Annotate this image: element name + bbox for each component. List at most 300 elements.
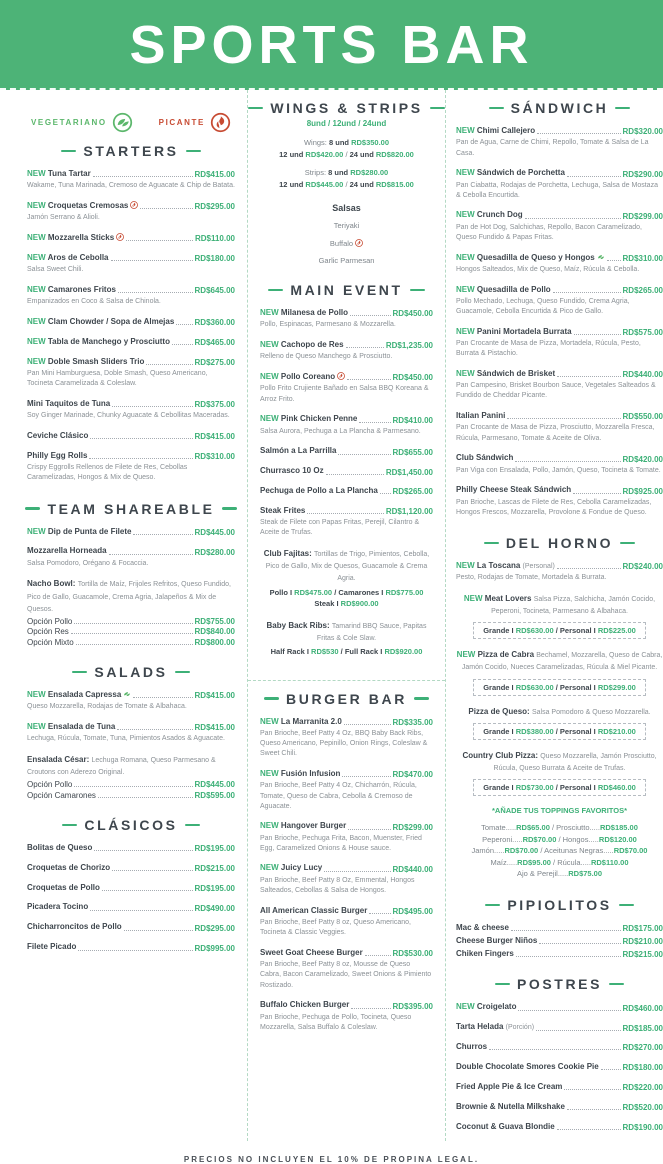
item-price: RD$470.00: [392, 770, 433, 780]
item-name: NEW Fusión Infusion: [260, 769, 341, 778]
new-badge: NEW: [456, 284, 477, 294]
item-name: NEW Sándwich de Porchetta: [456, 168, 565, 178]
item-description: Salsa Sweet Chili.: [27, 266, 84, 274]
dotted-leader: [74, 623, 192, 624]
item-price: RD$210.00: [622, 937, 663, 947]
item-price: RD$395.00: [392, 1001, 433, 1011]
item-price: RD$995.00: [194, 943, 235, 953]
menu-block: [456, 100, 663, 1132]
item-description: Pan de Hot Dog, Salchichas, Repollo, Bacon Caramelizado, Queso Fundido & Papas Fritas.: [456, 223, 642, 241]
menu-item-row: [456, 561, 663, 571]
item-price: RD$180.00: [622, 1063, 663, 1073]
leaf-icon: [595, 253, 605, 262]
item-name: NEW La Toscana (Personal): [456, 560, 555, 570]
item-name: NEW Juicy Lucy: [260, 863, 323, 873]
new-badge: NEW: [456, 650, 478, 660]
item-name: NEW Quesadilla de Pollo: [456, 284, 551, 294]
option-row: [27, 791, 235, 800]
menu-item: [456, 561, 663, 584]
menu-item-row: [456, 936, 663, 946]
dotted-leader: [326, 474, 384, 475]
item-price: RD$275.00: [194, 358, 235, 368]
section-header: [456, 897, 663, 913]
menu-item-row: [260, 372, 433, 382]
dotted-leader: [111, 260, 193, 261]
item-name: NEW Croigelato: [456, 1002, 517, 1012]
price-line: Grande I RD$380.00 / Personal I RD$210.00: [483, 726, 636, 736]
item-price: RD$415.00: [194, 723, 235, 733]
item-name: Coconut & Guava Blondie: [456, 1121, 555, 1131]
option-row: [27, 627, 235, 636]
new-badge: NEW: [27, 526, 48, 536]
price-line: Half Rack I RD$530 / Full Rack I RD$920.00: [270, 647, 423, 657]
menu-line: Wings: 8 und RD$350.00: [303, 138, 390, 147]
item-name: Fried Apple Pie & Ice Cream: [456, 1081, 563, 1091]
section-team-shareable: [27, 501, 235, 647]
item-price: RD$320.00: [622, 127, 663, 137]
item-description: Salsa Pomodoro & Queso Mozzarella.: [531, 708, 651, 716]
item-description: Pan Brioche, Beef Patty 8 oz, Queso Americano, Tocineta & Classic Veggies.: [260, 919, 411, 937]
dotted-leader: [338, 454, 390, 455]
section-dash: [268, 289, 283, 291]
menu-item-row: [456, 369, 663, 379]
price-line: Grande I RD$630.00 / Personal I RD$299.00: [483, 682, 636, 692]
section-header: [27, 664, 235, 680]
menu-item: [260, 414, 433, 437]
menu-item-row: [456, 1002, 663, 1012]
menu-line: Tomate.....RD$65.00 / Prosciutto.....RD$185.00: [481, 822, 638, 832]
menu-item: [456, 1042, 663, 1052]
dotted-leader: [557, 1129, 621, 1130]
menu-block: [248, 681, 445, 1142]
dotted-leader: [515, 461, 620, 462]
item-name: All American Classic Burger: [260, 905, 368, 915]
menu-item: [27, 922, 235, 932]
item-price: RD$520.00: [622, 1103, 663, 1113]
menu-item: [27, 357, 235, 390]
item-description: Pan Brioche, Beef Patty 8 Oz, Emmental, Hongos Salteados, Cebollas & Salsa de Hongos.: [260, 876, 415, 895]
item-name: Double Chocolate Smores Cookie Pie: [456, 1061, 599, 1071]
new-badge: NEW: [456, 126, 477, 135]
menu-block: [27, 143, 235, 953]
menu-item: [27, 431, 235, 441]
dotted-leader: [537, 133, 620, 134]
dotted-leader: [76, 644, 193, 645]
item-name: Pizza de Queso: Salsa Pomodoro & Queso Mozzarella.: [468, 706, 651, 716]
item-name: NEW Tuna Tartar: [27, 169, 91, 178]
section-clasicos: [27, 817, 235, 953]
item-price: RD$495.00: [392, 907, 433, 917]
option-price: RD$800.00: [194, 637, 235, 647]
item-description: Pan Crocante de Masa de Pizza, Prosciutto, Mozzarella Fresca, Rúcula, Parmesano, Tomate & Aceite de Oliva.: [456, 424, 655, 442]
option-price: RD$840.00: [194, 627, 235, 637]
item-price: RD$440.00: [392, 864, 433, 874]
dotted-leader: [133, 697, 192, 698]
new-badge: NEW: [260, 414, 281, 424]
dotted-leader: [78, 950, 192, 951]
section-pipiolitos: [456, 897, 663, 959]
menu-item-row: [27, 942, 235, 952]
menu-item-row: [27, 285, 235, 295]
item-description: Salsa Aurora, Pechuga a La Plancha & Parmesano.: [260, 427, 421, 435]
menu-item: [260, 308, 433, 331]
price-lines: [260, 587, 433, 610]
item-description: Jamón Serrano & Alioli.: [27, 214, 100, 222]
item-price: RD$280.00: [194, 547, 235, 557]
item-price: RD$360.00: [194, 318, 235, 328]
menu-item-row: [456, 485, 663, 495]
new-badge: NEW: [27, 721, 48, 731]
menu-item: [260, 506, 433, 539]
section-title: WINGS & STRIPS: [270, 100, 423, 116]
new-badge: NEW: [260, 769, 281, 778]
item-price: RD$295.00: [194, 202, 235, 212]
item-description: Tamarind BBQ Sauce, Papitas Fritas & Cole Slaw.: [316, 622, 427, 642]
menu-item: [260, 620, 433, 658]
section-title: TEAM SHAREABLE: [47, 500, 215, 517]
item-description: Pesto, Rodajas de Tomate, Mortadela & Burrata.: [456, 574, 607, 582]
item-description: Empanizados en Coco & Salsa de Chinola.: [27, 298, 161, 306]
item-name: NEW Dip de Punta de Filete: [27, 526, 132, 536]
item-price: RD$310.00: [194, 452, 235, 462]
item-description: Pan Brioche, Beef Patty 4 Oz, BBQ Baby Back Ribs, Queso Americano, Pepinillo, Onion Rings, Coleslaw & Sweet Chili.: [260, 730, 428, 758]
item-name: Mac & cheese: [456, 923, 509, 933]
item-price: RD$335.00: [392, 718, 433, 728]
menu-item: [260, 446, 433, 456]
new-badge: NEW: [260, 863, 281, 873]
item-name: Steak Frites: [260, 505, 306, 515]
menu-item: [27, 233, 235, 243]
price-box: [473, 622, 646, 639]
menu-item-row: [27, 317, 235, 327]
picante-label: PICANTE: [158, 118, 205, 127]
item-description: Pollo Mechado, Lechuga, Queso Fundido, Crema Agria, Guacamole, Cebolla Encurtida & Pico de Gallo.: [456, 297, 630, 316]
item-price: RD$215.00: [194, 864, 235, 874]
item-description: Relleno de Queso Manchego & Prosciutto.: [260, 353, 393, 361]
menu-item-row: [456, 1102, 663, 1112]
price-line: Grande I RD$730.00 / Personal I RD$460.00: [483, 782, 636, 792]
menu-item: [27, 317, 235, 327]
menu-item-row: [456, 168, 663, 178]
item-name: NEW Panini Mortadela Burrata: [456, 326, 572, 336]
new-badge: NEW: [456, 326, 477, 336]
menu-item: [27, 883, 235, 893]
section-wings-strips: [260, 100, 433, 265]
menu-item: [260, 486, 433, 496]
option-name: Opción Res: [27, 627, 69, 637]
leaf-icon: [121, 690, 131, 699]
item-price: RD$655.00: [392, 447, 433, 457]
item-price: RD$440.00: [622, 370, 663, 380]
menu-item: [260, 863, 433, 896]
item-description: Pollo Frito Crujiente Bañado en Salsa BBQ Koreana & Arroz Frito.: [260, 385, 429, 403]
menu-item-row: [27, 843, 235, 853]
footer-disclaimer: PRECIOS NO INCLUYEN EL 10% DE PROPINA LEGAL.: [183, 1155, 480, 1164]
menu-item-row: [260, 340, 433, 350]
new-badge: NEW: [27, 689, 48, 699]
item-price: RD$575.00: [622, 328, 663, 338]
item-name: Italian Panini: [456, 411, 506, 421]
section-header: [260, 100, 433, 116]
price-lines: [260, 646, 433, 658]
item-name: NEW Quesadilla de Queso y Hongos: [456, 253, 605, 263]
item-description: Pan Viga con Ensalada, Pollo, Jamón, Queso, Tocineta & Tomate.: [456, 466, 661, 474]
item-name: Club Fajitas: Tortillas de Trigo, Pimientos, Cebolla, Pico de Gallo, Mix de Quesos, Guacamole & Crema Agria.: [263, 549, 430, 583]
flame-icon: [335, 372, 345, 381]
menu-item-row: [260, 308, 433, 318]
item-description: Steak de Filete con Papas Fritas, Perejil, Cilantro & Aceite de Trufas.: [260, 519, 420, 537]
item-note: (Personal): [522, 562, 555, 570]
dotted-leader: [342, 776, 390, 777]
menu-item-row: [456, 285, 663, 295]
dotted-leader: [347, 379, 390, 380]
menu-item: [260, 372, 433, 405]
menu-item-row: [27, 201, 235, 211]
flame-icon: [353, 239, 363, 248]
menu-item-row: [27, 431, 235, 441]
item-description: Tortilla de Maíz, Frijoles Refritos, Queso Fundido, Pico de Gallo, Guacamole, Crema Agria, Jalapeños & Mix de Quesos.: [27, 581, 231, 613]
item-description: Pan Brioche, Pechuga de Pollo, Tocineta, Queso Mozzarella, Salsa Buffalo & Coleslaw.: [260, 1013, 412, 1031]
item-name: Country Club Pizza: Queso Mozzarella, Jamón Prosciutto, Rúcula, Queso Burrata & Aceite de Trufas.: [462, 750, 657, 772]
section-dash: [185, 824, 200, 826]
section-dash: [186, 150, 201, 152]
dotted-leader: [71, 633, 193, 634]
menu-item-row: [260, 1000, 433, 1010]
new-badge: NEW: [456, 560, 477, 570]
item-price: RD$185.00: [622, 1023, 663, 1033]
menu-item: [260, 906, 433, 939]
menu-item-row: [456, 949, 663, 959]
menu-item-row: [27, 357, 235, 367]
item-description: Crispy Eggrolls Rellenos de Filete de Res, Cebollas Caramelizadas, Hongos & Mix de Queso.: [27, 464, 188, 482]
section-dash: [61, 150, 76, 152]
item-name: Ensalada César: Lechuga Romana, Queso Parmesano & Croutons con Aderezo Original.: [27, 754, 216, 777]
menu-item: [27, 754, 235, 800]
option-price: RD$595.00: [194, 790, 235, 800]
item-price: RD$299.00: [622, 211, 663, 221]
menu-item-row: [260, 466, 433, 476]
item-name: NEW Chimi Callejero: [456, 126, 536, 135]
legend-vegetariano: [31, 112, 133, 133]
item-name: Buffalo Chicken Burger: [260, 1000, 350, 1010]
menu-item-row: [27, 902, 235, 912]
section-dash: [62, 824, 77, 826]
item-name: Filete Picado: [27, 942, 77, 952]
menu-item: [456, 593, 663, 639]
item-description: Pan Crocante de Masa de Pizza, Mortadela, Rúcula, Pesto, Burrata & Pistachio.: [456, 340, 641, 358]
menu-lines: [260, 167, 433, 190]
section-title: PIPIOLITOS: [507, 897, 612, 914]
menu-item: [260, 340, 433, 363]
dotted-leader: [90, 910, 192, 911]
menu-item-row: [260, 948, 433, 958]
menu-item: [456, 923, 663, 933]
item-name: NEW Pollo Coreano: [260, 372, 345, 382]
item-name: Bolitas de Queso: [27, 842, 93, 852]
menu-line: Strips: 8 und RD$280.00: [304, 168, 389, 178]
item-name: Cheese Burger Niños: [456, 935, 538, 945]
new-badge: NEW: [456, 1002, 477, 1012]
price-box: [473, 723, 646, 740]
dotted-leader: [89, 458, 192, 459]
menu-item-row: [27, 722, 235, 732]
menu-item: [27, 169, 235, 192]
item-name: Salmón a La Parrilla: [260, 446, 337, 456]
item-name: Chicharroncitos de Pollo: [27, 922, 122, 932]
item-price: RD$375.00: [194, 400, 235, 410]
section-dash: [484, 542, 499, 544]
section-header: [456, 535, 663, 551]
menu-item: [456, 453, 663, 476]
column-middle: [247, 90, 446, 1141]
dotted-leader: [146, 364, 192, 365]
section-dash: [414, 697, 429, 699]
menu-item: [27, 201, 235, 224]
dotted-leader: [511, 930, 621, 931]
item-price: RD$1,450.00: [385, 467, 433, 477]
toppings-heading: *AÑADE TUS TOPPINGS FAVORITOS*: [491, 805, 628, 815]
menu-item: [456, 485, 663, 518]
section-title: SÁNDWICH: [510, 100, 609, 116]
section-subtitle: 8und / 12und / 24und: [306, 119, 387, 128]
menu-item-row: [27, 883, 235, 893]
item-price: RD$310.00: [622, 253, 663, 263]
subheading: Salsas: [332, 202, 361, 213]
menu-item: [456, 649, 663, 695]
dotted-leader: [112, 406, 192, 407]
item-name: Churrasco 10 Oz: [260, 466, 324, 476]
dotted-leader: [124, 930, 193, 931]
menu-item: [260, 717, 433, 760]
item-description: Pan Mini Hamburguesa, Doble Smash, Queso Americano, Tocineta Caramelizada & Coleslaw.: [27, 370, 208, 388]
menu-item: [27, 399, 235, 422]
menu-item-row: [27, 863, 235, 873]
section-dash: [495, 983, 510, 985]
item-name: NEW Mozzarella Sticks: [27, 233, 124, 243]
section-burger-bar: [260, 691, 433, 1033]
item-name: NEW Tabla de Manchego y Prosciutto: [27, 336, 170, 346]
section-title: CLÁSICOS: [84, 816, 178, 833]
item-name: NEW Croquetas Cremosas: [27, 201, 138, 211]
item-name: Philly Egg Rolls: [27, 450, 88, 460]
menu-item: [27, 843, 235, 853]
item-name: Ceviche Clásico: [27, 431, 89, 440]
dotted-leader: [350, 315, 390, 316]
new-badge: NEW: [463, 593, 485, 603]
item-price: RD$420.00: [622, 454, 663, 464]
option-name: Opción Pollo: [27, 616, 73, 626]
menu-item: [456, 1082, 663, 1092]
section-header: [27, 143, 235, 159]
dotted-leader: [102, 890, 193, 891]
option-price: RD$445.00: [194, 780, 235, 790]
menu-item-row: [456, 1042, 663, 1052]
menu-item-row: [27, 527, 235, 537]
item-name: NEW Cachopo de Res: [260, 340, 344, 350]
item-price: RD$265.00: [392, 487, 433, 497]
item-price: RD$460.00: [622, 1003, 663, 1013]
menu-item-row: [456, 253, 663, 263]
item-name: NEW La Marranita 2.0: [260, 716, 342, 726]
menu-item-row: [260, 821, 433, 831]
item-description: Pan Ciabatta, Rodajas de Porchetta, Lechuga, Salsa de Mostaza & Cebolla Encurtida.: [456, 181, 658, 199]
new-badge: NEW: [27, 169, 48, 178]
menu-item: [456, 210, 663, 243]
item-price: RD$465.00: [194, 338, 235, 348]
item-name: Philly Cheese Steak Sándwich: [456, 485, 572, 495]
item-description: Soy Ginger Marinade, Chunky Aguacate & Cebollitas Maceradas.: [27, 412, 230, 420]
item-description: Pan Brioche, Beef Patty 8 oz, Mousse de Queso Cabra, Bacon Caramelizado, Sweet Onions & Pimiento Rostizado.: [260, 961, 432, 989]
section-main-event: [260, 282, 433, 658]
menu-item: [456, 126, 663, 159]
section-dash: [264, 697, 279, 699]
dotted-leader: [567, 176, 621, 177]
dotted-leader: [93, 176, 193, 177]
dotted-leader: [140, 208, 192, 209]
item-name: Tarta Helada (Porción): [456, 1022, 535, 1032]
section-sandwich: [456, 100, 663, 518]
menu-item-row: [456, 210, 663, 220]
dotted-leader: [133, 534, 192, 535]
price-box: [473, 779, 646, 796]
item-name: NEW Clam Chowder / Sopa de Almejas: [27, 317, 175, 327]
menu-item: [260, 948, 433, 991]
item-name: NEW Pink Chicken Penne: [260, 414, 358, 424]
dotted-leader: [94, 850, 192, 851]
flame-icon: [128, 201, 138, 210]
section-postres: [456, 976, 663, 1132]
item-price: RD$450.00: [392, 373, 433, 383]
new-badge: NEW: [27, 252, 48, 262]
menu-item: [456, 327, 663, 360]
dotted-leader: [118, 292, 193, 293]
menu-item-row: [27, 922, 235, 932]
section-starters: [27, 143, 235, 484]
item-price: RD$299.00: [392, 822, 433, 832]
dotted-leader: [516, 956, 621, 957]
new-badge: NEW: [456, 252, 477, 262]
dotted-leader: [601, 1069, 621, 1070]
menu-line: Ajo & Perejil.....RD$75.00: [516, 869, 603, 879]
dotted-leader: [553, 292, 621, 293]
menu-item: [456, 168, 663, 201]
dotted-leader: [574, 334, 621, 335]
menu-item: [260, 548, 433, 610]
item-price: RD$410.00: [392, 415, 433, 425]
section-del-horno: [456, 535, 663, 880]
price-line: Grande I RD$630.00 / Personal I RD$225.00: [483, 626, 636, 636]
menu-item: [260, 1000, 433, 1033]
item-price: RD$290.00: [622, 169, 663, 179]
item-description: Pan Brioche, Lascas de Filete de Res, Cebolla Caramelizadas, Hongos Frescos, Mozzarella, Provolone & Fondue de Queso.: [456, 498, 652, 516]
menu-line: Maíz.....RD$95.00 / Rúcula.....RD$110.00: [490, 857, 629, 867]
option-row: [27, 638, 235, 647]
menu-item-row: [260, 486, 433, 496]
menu-block: [248, 90, 445, 681]
menu-item: [27, 285, 235, 308]
item-name: NEW Meat Lovers Salsa Pizza, Salchicha, Jamón Cocido, Peperoni, Tocineta, Parmesano & Albahaca.: [463, 593, 656, 616]
item-name: Croquetas de Pollo: [27, 882, 100, 892]
new-badge: NEW: [456, 368, 477, 378]
section-title: STARTERS: [83, 143, 179, 159]
dotted-leader: [112, 870, 192, 871]
item-name: Brownie & Nutella Milkshake: [456, 1101, 565, 1111]
menu-item: [27, 253, 235, 276]
menu-lines: [456, 822, 663, 880]
dotted-leader: [567, 1109, 621, 1110]
item-name: Picadera Tocino: [27, 902, 89, 912]
menu-line: Buffalo: [260, 239, 433, 248]
